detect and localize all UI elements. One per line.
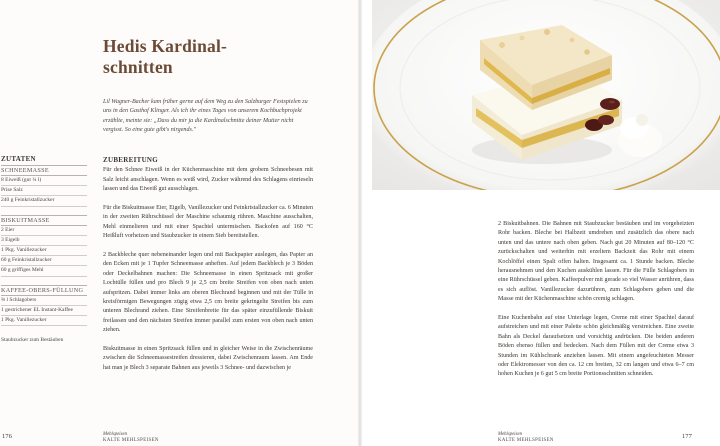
preparation-paragraph: Für den Schnee Eiweiß in der Küchenmaschine mit dem grobem Schneebesen mit Salz leicht anschlagen. Wenn es weiß wird, Zucker während des Schlagens einrieseln lassen und das Eiweiß gut ausschlagen.	[103, 167, 313, 193]
ingredient-group-title: KAFFEE-OBERS-FÜLLUNG	[1, 285, 87, 296]
ingredient-item: 2 Eier	[1, 226, 87, 236]
ingredients-heading: ZUTATEN	[1, 155, 36, 163]
preparation-paragraph: Biskuitmasse in einen Spritzsack füllen und in gleicher Weise in die Zwischenräume zwischen die Schneemassestreifen dressieren, dabei Zwischenraum lassen. Am Ende hat man je Blech 3 separate Bahnen aus jeweils 3 Schnee- und dazwischen je	[103, 346, 313, 371]
page-number-right: 177	[682, 433, 692, 440]
recipe-photo	[372, 0, 720, 190]
preparation-paragraph: Eine Kuchenbahn auf eine Unterlage legen, Creme mit einer Spachtel darauf aufstreichen und mit einer Palette schön gleichmäßig verstreichen. Eine zweite Bahn als Deckel daraufsetzen und vorsichtig andrücken. Die beiden anderen Böden ebenso füllen und bedecken. Nach dem Füllen mit der Creme etwa 3 Stunden im Kühlschrank anziehen lassen. Mit einem angefeuchteten Messer oder Elektromesser von den ca. 12 cm breiten, 32 cm langen und etwa 6–7 cm hohen Kuchen je 6 gut 5 cm breite Portionsschnitten schneiden.	[498, 315, 694, 378]
cake-plate-image	[372, 0, 720, 190]
running-footer-right	[498, 432, 554, 444]
ingredient-group-schneemasse	[1, 165, 87, 207]
page-number-left: 176	[2, 433, 12, 440]
page-gutter	[358, 0, 362, 446]
preparation-paragraph: Für die Biskuitmasse Eier, Eigelb, Vanillezucker und Feinkristallzucker ca. 6 Minuten in der zweiten Rührschüssel der Maschine schaumig rühren. Maschine ausschalten, Mehl einmelieren und mit einer Spachtel untermischen. Backofen auf 160 °C Heißluft vorheizen und Staubzucker in einem Sieb bereitstellen.	[103, 205, 313, 240]
footer-section: KALTE MEHLSPEISEN	[498, 438, 554, 443]
ingredients-sidebar	[1, 155, 87, 345]
ingredient-item: 60 g griffiges Mehl	[1, 266, 87, 276]
ingredient-item: 1 gestrichener EL Instant-Kaffee	[1, 306, 87, 316]
preparation-paragraph: 2 Backbleche quer nebeneinander legen und mit Backpapier auslegen, das Papier an den Ecken mit je 1 Tupfer Schneemasse anheften. Auf jedem Backblech je 3 Böden oder Deckelbahnen machen: Die Schneemasse in einen Spritzsack mit großer Lochtülle füllen und pro Blech 9 je 2,5 cm breite Streifen von oben nach unten aufspritzen. Dabei immer links am oberen Blechrand beginnen und mit der Tülle in kreisförmigen Bewegungen zügig etwa 2,5 cm breite gekringelte Streifen bis zum unteren Blechrand ziehen. Eine Streifenbreite für das später einzufüllende Biskuit freilassen und den nächsten Streifen immer parallel zum ersten von oben nach unten ziehen.	[103, 252, 313, 334]
recipe-intro: Lil Wagner-Bacher kam früher gerne auf dem Weg zu den Salzburger Festspielen zu uns in den Gasthof Klinger. Als ich ihr eines Tages von unserem Kochbuchprojekt erzählte, meinte sie: „Dass du mir ja die Kardinalschnitte deiner Mutter nicht vergisst. So eine gute gibt's nirgends."	[103, 99, 308, 133]
ingredient-item: 8 Eiweiß (gut ¼ l)	[1, 176, 87, 186]
recipe-title	[103, 36, 323, 78]
ingredient-group-title: BISKUITMASSE	[1, 215, 87, 226]
footer-section: KALTE MEHLSPEISEN	[103, 438, 159, 443]
ingredient-item: ⅜ l Schlagobers	[1, 296, 87, 306]
ingredient-item: 1 Pkg. Vanillezucker	[1, 246, 87, 256]
running-footer-left	[103, 432, 159, 444]
preparation-column-right	[498, 220, 694, 389]
preparation-paragraph: 2 Biskuitbahnen. Die Bahnen mit Staubzucker bestäuben und im vorgeheizten Rohr backen. Bleche bei Halbzeit umdrehen und zusätzlich das obere nach unten und das untere nach oben geben. Nach gut 20 Minuten auf 80–120 °C zurückschalten und weiterhin mit erzeltem Backzeit das Rohr mit einem Kochlöffel einen Spalt offen halten. Insgesamt ca. 1 Stunde backen. Bleche herausnehmen und den Kuchen auskühlen lassen. Für die Fülle Schlagobers in eine Rührschüssel geben. Kaffeepulver mit gerade so viel Wasser anrühren, dass es sich auflöst. Vanillezucker dazurühren, zum Schlagobers geben und die Masse mit der Küchenmaschine schön cremig schlagen.	[498, 221, 694, 303]
ingredient-item: 60 g Feinkristallzucker	[1, 256, 87, 266]
preparation-heading: ZUBEREITUNG	[103, 156, 159, 164]
preparation-column-left	[103, 156, 313, 383]
ingredient-group-biskuitmasse	[1, 215, 87, 277]
footer-category: Mehlspeisen	[498, 432, 522, 437]
ingredient-group-title: SCHNEEMASSE	[1, 165, 87, 176]
ingredient-item: Prise Salz	[1, 186, 87, 196]
ingredient-item: 240 g Feinkristallzucker	[1, 196, 87, 206]
ingredient-item: 3 Eigelb	[1, 236, 87, 246]
ingredient-group-kaffee-obers	[1, 285, 87, 327]
ingredient-extra: Staubzucker zum Bestäuben	[1, 337, 64, 344]
recipe-title-text: Hedis Kardinal- schnitten	[103, 36, 228, 77]
footer-category: Mehlspeisen	[103, 432, 127, 437]
ingredient-item: 1 Pkg. Vanillezucker	[1, 316, 87, 326]
